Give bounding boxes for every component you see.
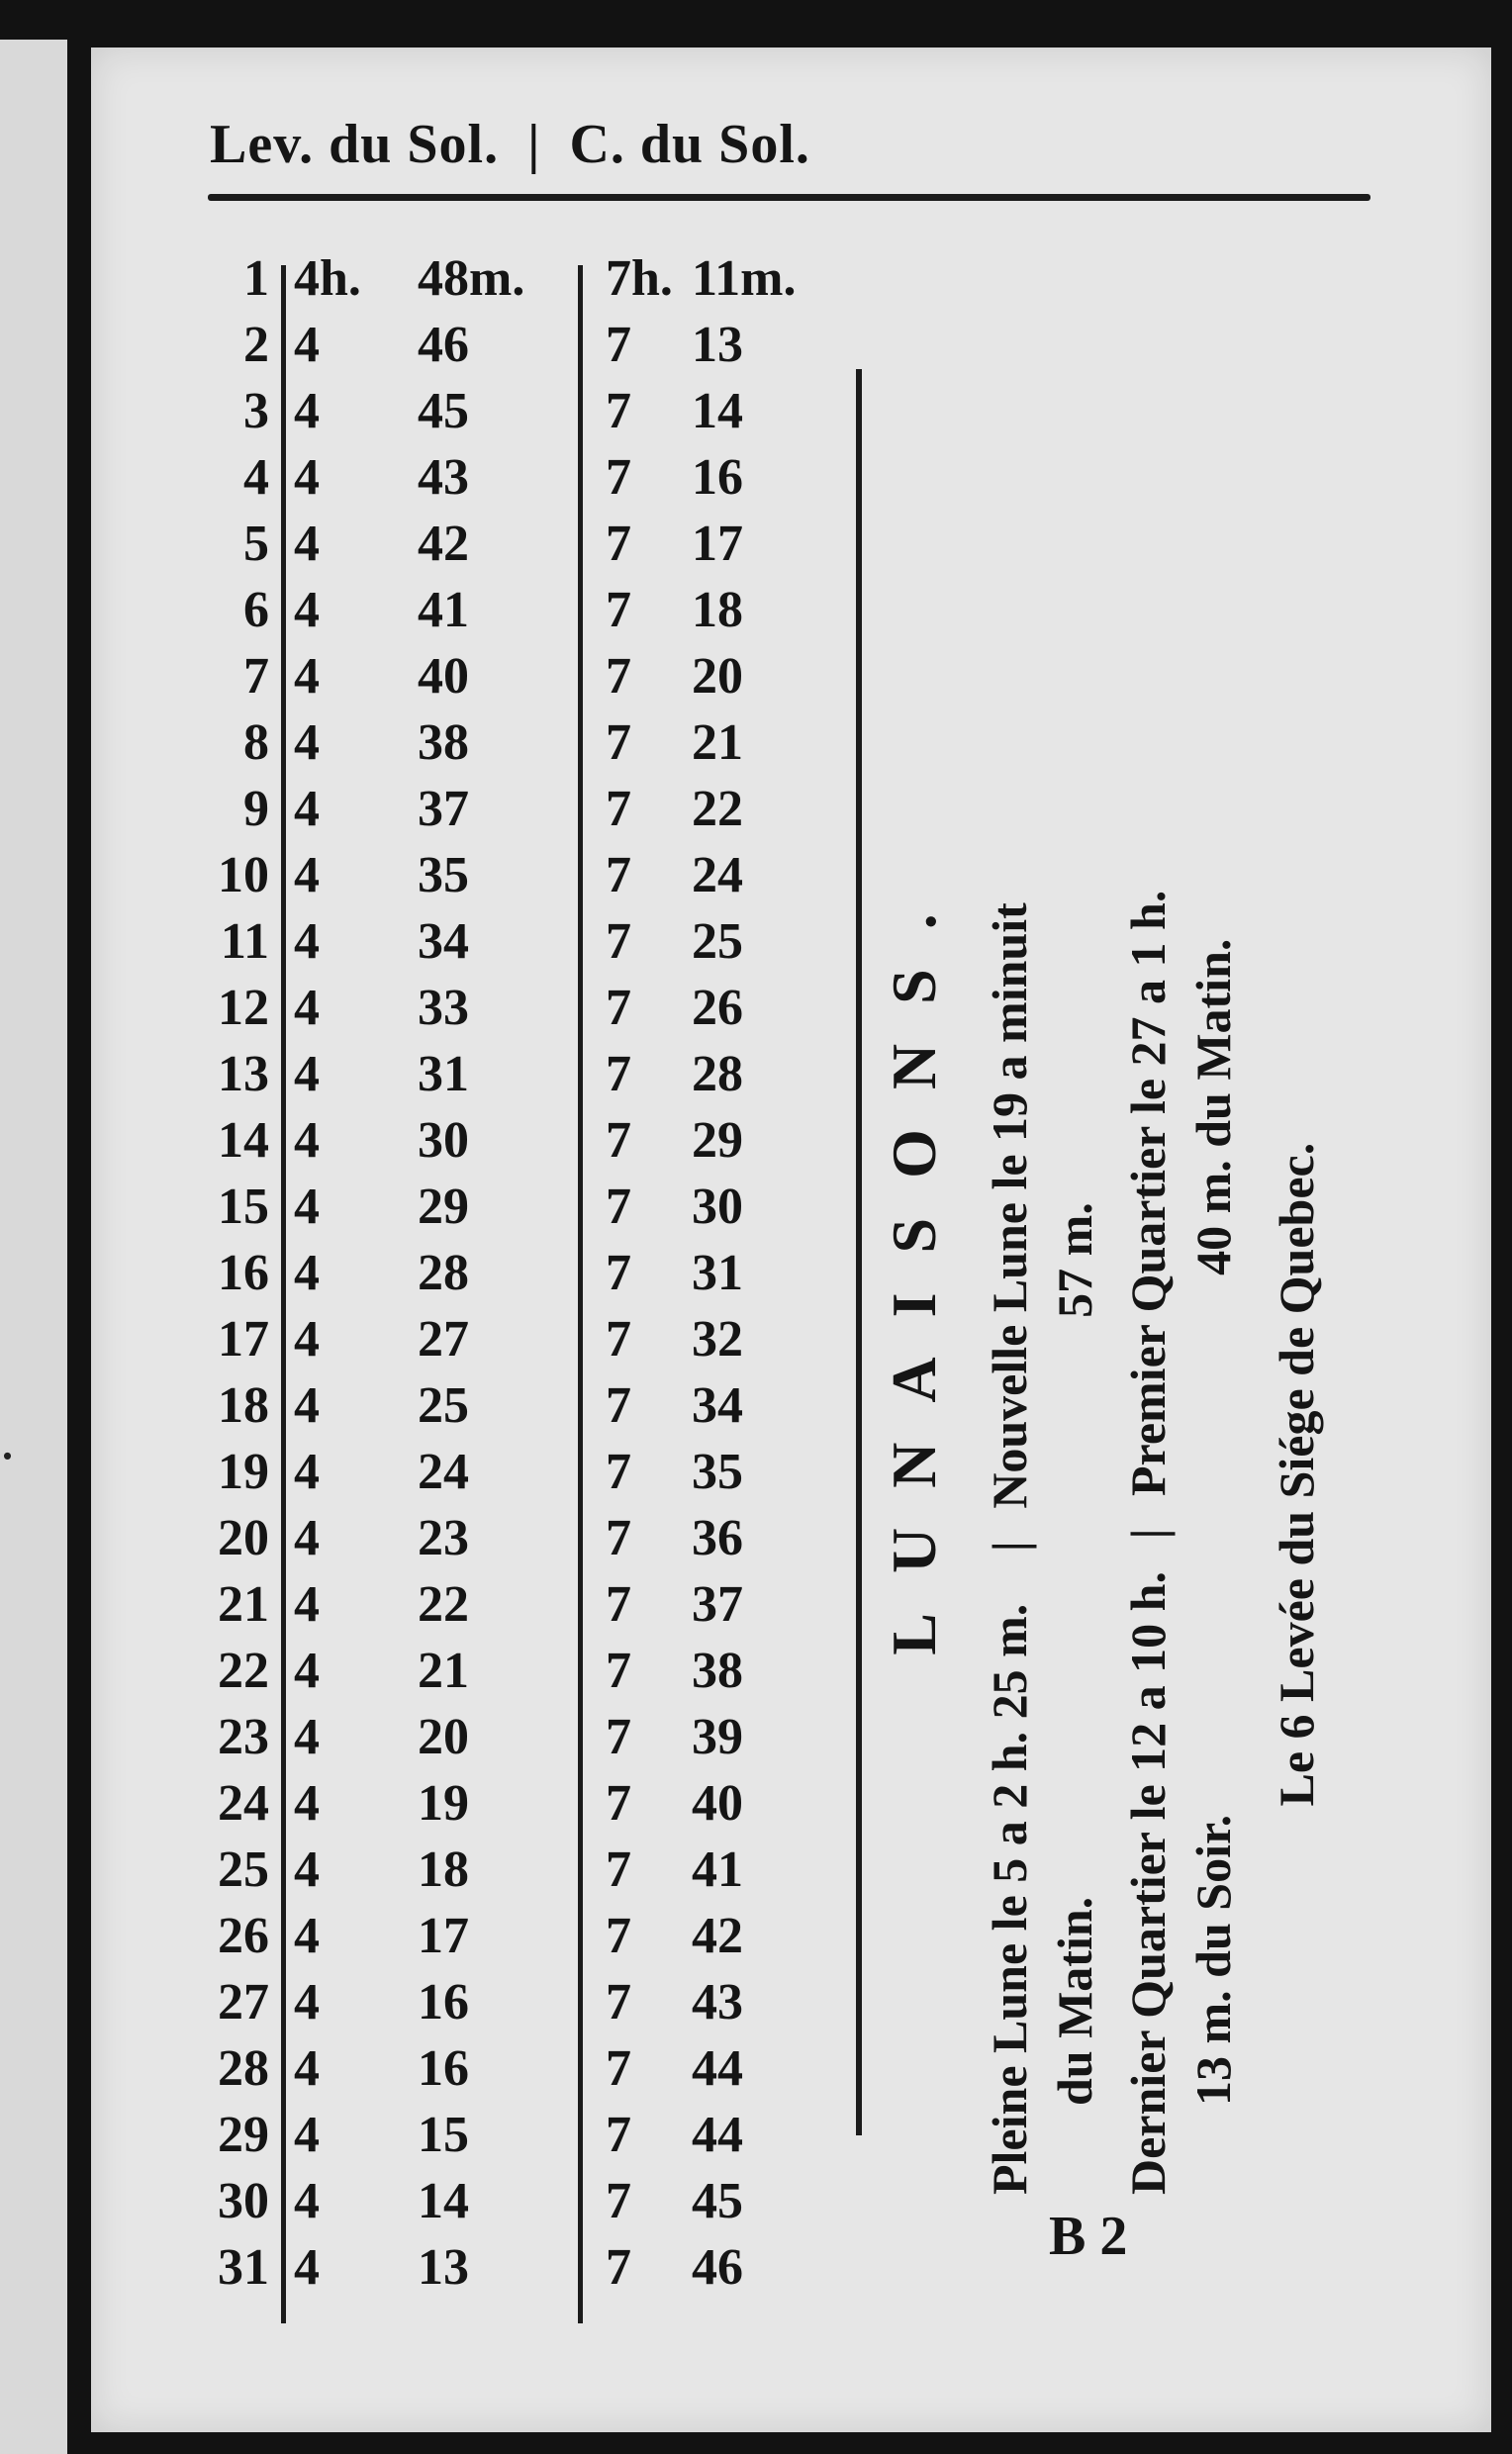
sunset-hour-cell: 7 xyxy=(606,1974,631,2030)
sunrise-minute-cell: 27 xyxy=(418,1311,469,1368)
sunrise-hour-cell: 4 xyxy=(294,648,320,705)
sunrise-hour-cell: 4 xyxy=(294,847,320,903)
sunset-minute-cell: 17 xyxy=(692,516,743,572)
sunset-hour-cell: 7 xyxy=(606,2173,631,2229)
sunset-hour-cell: 7 xyxy=(606,1046,631,1102)
day-cell: 20 xyxy=(218,1510,269,1566)
sunrise-hour-cell: 4 xyxy=(294,516,320,572)
sunrise-hour-cell: 4 xyxy=(294,1179,320,1235)
sunrise-minute-cell: 18 xyxy=(418,1841,469,1898)
sunrise-hour-cell: 4 xyxy=(294,1908,320,1964)
sunrise-hour-cell: 4 xyxy=(294,449,320,506)
header-rule xyxy=(208,194,1370,201)
day-cell: 27 xyxy=(218,1974,269,2030)
sunrise-minute-cell: 30 xyxy=(418,1112,469,1169)
sunset-hour-cell: 7 xyxy=(606,1245,631,1301)
sunset-minute-cell: 14 xyxy=(692,383,743,439)
day-cell: 7 xyxy=(243,648,269,705)
sunrise-hour-cell: 4 xyxy=(294,1841,320,1898)
sunset-minute-cell: 28 xyxy=(692,1046,743,1102)
day-cell: 11 xyxy=(220,913,269,970)
sunrise-minute-cell: 48m. xyxy=(418,250,525,307)
day-cell: 19 xyxy=(218,1444,269,1500)
column-divider-day xyxy=(281,265,286,2323)
full-moon-continuation: du Matin. xyxy=(1047,1896,1102,2106)
sunset-hour-cell: 7 xyxy=(606,449,631,506)
sunrise-minute-cell: 22 xyxy=(418,1576,469,1633)
sunrise-hour-cell: 4 xyxy=(294,2107,320,2163)
sunrise-minute-cell: 29 xyxy=(418,1179,469,1235)
sunrise-minute-column xyxy=(418,245,524,2301)
sunrise-hour-cell: 4 xyxy=(294,913,320,970)
sunset-minute-cell: 38 xyxy=(692,1643,743,1699)
day-cell: 3 xyxy=(243,383,269,439)
sunset-hour-cell: 7 xyxy=(606,516,631,572)
header-separator: | xyxy=(527,114,541,175)
sunset-minute-cell: 40 xyxy=(692,1775,743,1832)
sunrise-hour-cell: 4 xyxy=(294,1046,320,1102)
sunrise-minute-cell: 38 xyxy=(418,714,469,771)
sunrise-minute-cell: 45 xyxy=(418,383,469,439)
day-cell: 5 xyxy=(243,516,269,572)
sunrise-hour-cell: 4 xyxy=(294,1974,320,2030)
sunset-minute-cell: 29 xyxy=(692,1112,743,1169)
sunset-hour-cell: 7 xyxy=(606,2239,631,2296)
sunrise-hour-cell: 4 xyxy=(294,1510,320,1566)
sunset-minute-cell: 39 xyxy=(692,1709,743,1765)
sunrise-hour-cell: 4 xyxy=(294,1377,320,1434)
day-cell: 16 xyxy=(218,1245,269,1301)
sunrise-hour-cell: 4 xyxy=(294,980,320,1036)
sunset-hour-cell: 7 xyxy=(606,1311,631,1368)
sunrise-hour-cell: 4 xyxy=(294,1444,320,1500)
sunset-minute-cell: 13 xyxy=(692,317,743,373)
sunset-minute-cell: 46 xyxy=(692,2239,743,2296)
day-cell: 6 xyxy=(243,582,269,638)
sunset-minute-cell: 16 xyxy=(692,449,743,506)
sunrise-minute-cell: 17 xyxy=(418,1908,469,1964)
sunset-hour-cell: 7 xyxy=(606,1841,631,1898)
sunset-minute-cell: 45 xyxy=(692,2173,743,2229)
sunset-minute-cell: 44 xyxy=(692,2040,743,2097)
sunset-minute-cell: 32 xyxy=(692,1311,743,1368)
sunrise-minute-cell: 37 xyxy=(418,781,469,837)
day-cell: 10 xyxy=(218,847,269,903)
day-cell: 22 xyxy=(218,1643,269,1699)
sunset-minute-cell: 34 xyxy=(692,1377,743,1434)
sunrise-minute-cell: 43 xyxy=(418,449,469,506)
sunrise-minute-cell: 28 xyxy=(418,1245,469,1301)
sunset-hour-cell: 7 xyxy=(606,2107,631,2163)
sunrise-minute-cell: 35 xyxy=(418,847,469,903)
adjacent-page-edge xyxy=(0,40,67,2454)
sunset-minute-cell: 44 xyxy=(692,2107,743,2163)
sunrise-hour-cell: 4 xyxy=(294,2173,320,2229)
sunset-minute-cell: 37 xyxy=(692,1576,743,1633)
sunset-hour-cell: 7 xyxy=(606,2040,631,2097)
sunrise-hour-cell: 4 xyxy=(294,1245,320,1301)
sunset-hour-cell: 7 xyxy=(606,383,631,439)
sunrise-minute-cell: 20 xyxy=(418,1709,469,1765)
sunset-hour-cell: 7 xyxy=(606,1444,631,1500)
full-moon-text: Pleine Lune le 5 a 2 h. 25 m. xyxy=(982,1603,1037,2195)
sunset-hour-cell: 7 xyxy=(606,980,631,1036)
sunset-hour-cell: 7 xyxy=(606,582,631,638)
sunrise-minute-cell: 42 xyxy=(418,516,469,572)
sunset-minute-cell: 22 xyxy=(692,781,743,837)
sunset-minute-cell: 25 xyxy=(692,913,743,970)
sunrise-minute-cell: 41 xyxy=(418,582,469,638)
sunset-minute-cell: 26 xyxy=(692,980,743,1036)
sunrise-minute-cell: 33 xyxy=(418,980,469,1036)
sunrise-minute-cell: 24 xyxy=(418,1444,469,1500)
day-cell: 30 xyxy=(218,2173,269,2229)
adjacent-page-mark: . xyxy=(0,1406,15,1471)
table-header xyxy=(210,113,810,176)
lunaisons-rule xyxy=(856,369,862,2135)
day-cell: 14 xyxy=(218,1112,269,1169)
signature-mark: B 2 xyxy=(1049,2206,1128,2267)
day-cell: 15 xyxy=(218,1179,269,1235)
quarters-line: Dernier Quartier le 12 a 10 h. | Premier Quartier le 27 a 1 h. 13 m. du Soir. 40 m. du Matin. xyxy=(1120,890,1241,2195)
sunrise-hour-cell: 4 xyxy=(294,1112,320,1169)
day-cell: 4 xyxy=(243,449,269,506)
last-quarter-continuation: 13 m. du Soir. xyxy=(1185,1814,1241,2106)
day-cell: 9 xyxy=(243,781,269,837)
lunaisons-title: LUNAISONS. xyxy=(879,874,949,1655)
sunset-hour-cell: 7 xyxy=(606,847,631,903)
day-cell: 28 xyxy=(218,2040,269,2097)
sunset-minute-cell: 21 xyxy=(692,714,743,771)
sunrise-minute-cell: 40 xyxy=(418,648,469,705)
sunrise-header: Lev. du Sol. xyxy=(210,114,500,175)
sunrise-minute-cell: 34 xyxy=(418,913,469,970)
new-moon-text: Nouvelle Lune le 19 a minuit xyxy=(982,902,1037,1509)
sunset-minute-cell: 41 xyxy=(692,1841,743,1898)
sunset-minute-cell: 11m. xyxy=(692,250,797,307)
sunset-hour-cell: 7 xyxy=(606,714,631,771)
sunset-hour-cell: 7 xyxy=(606,781,631,837)
first-quarter-continuation: 40 m. du Matin. xyxy=(1185,938,1241,1275)
lunaisons-section xyxy=(878,334,1511,2195)
sunset-minute-cell: 36 xyxy=(692,1510,743,1566)
day-cell: 18 xyxy=(218,1377,269,1434)
sunset-hour-cell: 7 xyxy=(606,648,631,705)
sunset-minute-cell: 30 xyxy=(692,1179,743,1235)
sunset-minute-cell: 42 xyxy=(692,1908,743,1964)
sunrise-hour-cell: 4 xyxy=(294,781,320,837)
day-cell: 1 xyxy=(243,250,269,307)
first-quarter-text: Premier Quartier le 27 a 1 h. xyxy=(1120,890,1176,1496)
sunrise-hour-cell: 4 xyxy=(294,1576,320,1633)
last-quarter-text: Dernier Quartier le 12 a 10 h. xyxy=(1120,1571,1176,2195)
new-moon-continuation: 57 m. xyxy=(1047,1202,1102,1318)
day-column xyxy=(200,245,269,2301)
day-cell: 21 xyxy=(218,1576,269,1633)
day-cell: 29 xyxy=(218,2107,269,2163)
sunrise-minute-cell: 21 xyxy=(418,1643,469,1699)
sunset-minute-cell: 20 xyxy=(692,648,743,705)
day-cell: 17 xyxy=(218,1311,269,1368)
sunset-minute-cell: 24 xyxy=(692,847,743,903)
almanac-page xyxy=(91,47,1491,2432)
sunrise-hour-column xyxy=(294,245,361,2301)
sunset-minute-cell: 35 xyxy=(692,1444,743,1500)
column-divider-sunset xyxy=(578,265,583,2323)
sunrise-hour-cell: 4 xyxy=(294,2239,320,2296)
sunrise-minute-cell: 25 xyxy=(418,1377,469,1434)
sunset-hour-cell: 7 xyxy=(606,1908,631,1964)
sunrise-hour-cell: 4 xyxy=(294,1643,320,1699)
sunset-hour-cell: 7 xyxy=(606,317,631,373)
sunrise-hour-cell: 4 xyxy=(294,383,320,439)
sunrise-hour-cell: 4 xyxy=(294,317,320,373)
sunset-hour-cell: 7 xyxy=(606,1510,631,1566)
sunrise-minute-cell: 15 xyxy=(418,2107,469,2163)
sunrise-hour-cell: 4 xyxy=(294,1775,320,1832)
sunset-hour-column xyxy=(606,245,673,2301)
sunset-header: C. du Sol. xyxy=(569,114,810,175)
sunrise-minute-cell: 46 xyxy=(418,317,469,373)
day-cell: 24 xyxy=(218,1775,269,1832)
sunrise-minute-cell: 31 xyxy=(418,1046,469,1102)
sunset-hour-cell: 7h. xyxy=(606,250,673,307)
sunset-hour-cell: 7 xyxy=(606,1643,631,1699)
day-cell: 25 xyxy=(218,1841,269,1898)
sunrise-minute-cell: 19 xyxy=(418,1775,469,1832)
sunset-minute-cell: 31 xyxy=(692,1245,743,1301)
sunrise-minute-cell: 16 xyxy=(418,2040,469,2097)
sunset-hour-cell: 7 xyxy=(606,913,631,970)
day-cell: 2 xyxy=(243,317,269,373)
sunrise-hour-cell: 4 xyxy=(294,714,320,771)
sunrise-hour-cell: 4 xyxy=(294,1311,320,1368)
day-cell: 26 xyxy=(218,1908,269,1964)
sunrise-hour-cell: 4 xyxy=(294,2040,320,2097)
sunset-hour-cell: 7 xyxy=(606,1775,631,1832)
day-cell: 31 xyxy=(218,2239,269,2296)
day-cell: 8 xyxy=(243,714,269,771)
sunrise-minute-cell: 14 xyxy=(418,2173,469,2229)
siege-of-quebec-note: Le 6 Levée du Siége de Quebec. xyxy=(1269,1142,1324,1807)
sunset-hour-cell: 7 xyxy=(606,1377,631,1434)
sunrise-minute-cell: 16 xyxy=(418,1974,469,2030)
full-and-new-moon-line: Pleine Lune le 5 a 2 h. 25 m. | Nouvelle Lune le 19 a minuit du Matin. 57 m. xyxy=(982,902,1102,2195)
siege-note-line xyxy=(1264,334,1329,2195)
sunrise-minute-cell: 23 xyxy=(418,1510,469,1566)
sunset-hour-cell: 7 xyxy=(606,1179,631,1235)
day-cell: 12 xyxy=(218,980,269,1036)
sunset-hour-cell: 7 xyxy=(606,1709,631,1765)
sunset-minute-cell: 43 xyxy=(692,1974,743,2030)
sunrise-hour-cell: 4h. xyxy=(294,250,361,307)
sunset-minute-cell: 18 xyxy=(692,582,743,638)
sunset-hour-cell: 7 xyxy=(606,1576,631,1633)
day-cell: 23 xyxy=(218,1709,269,1765)
sunset-minute-column xyxy=(692,245,796,2301)
day-cell: 13 xyxy=(218,1046,269,1102)
sunrise-minute-cell: 13 xyxy=(418,2239,469,2296)
sunrise-hour-cell: 4 xyxy=(294,582,320,638)
sunset-hour-cell: 7 xyxy=(606,1112,631,1169)
sunrise-hour-cell: 4 xyxy=(294,1709,320,1765)
